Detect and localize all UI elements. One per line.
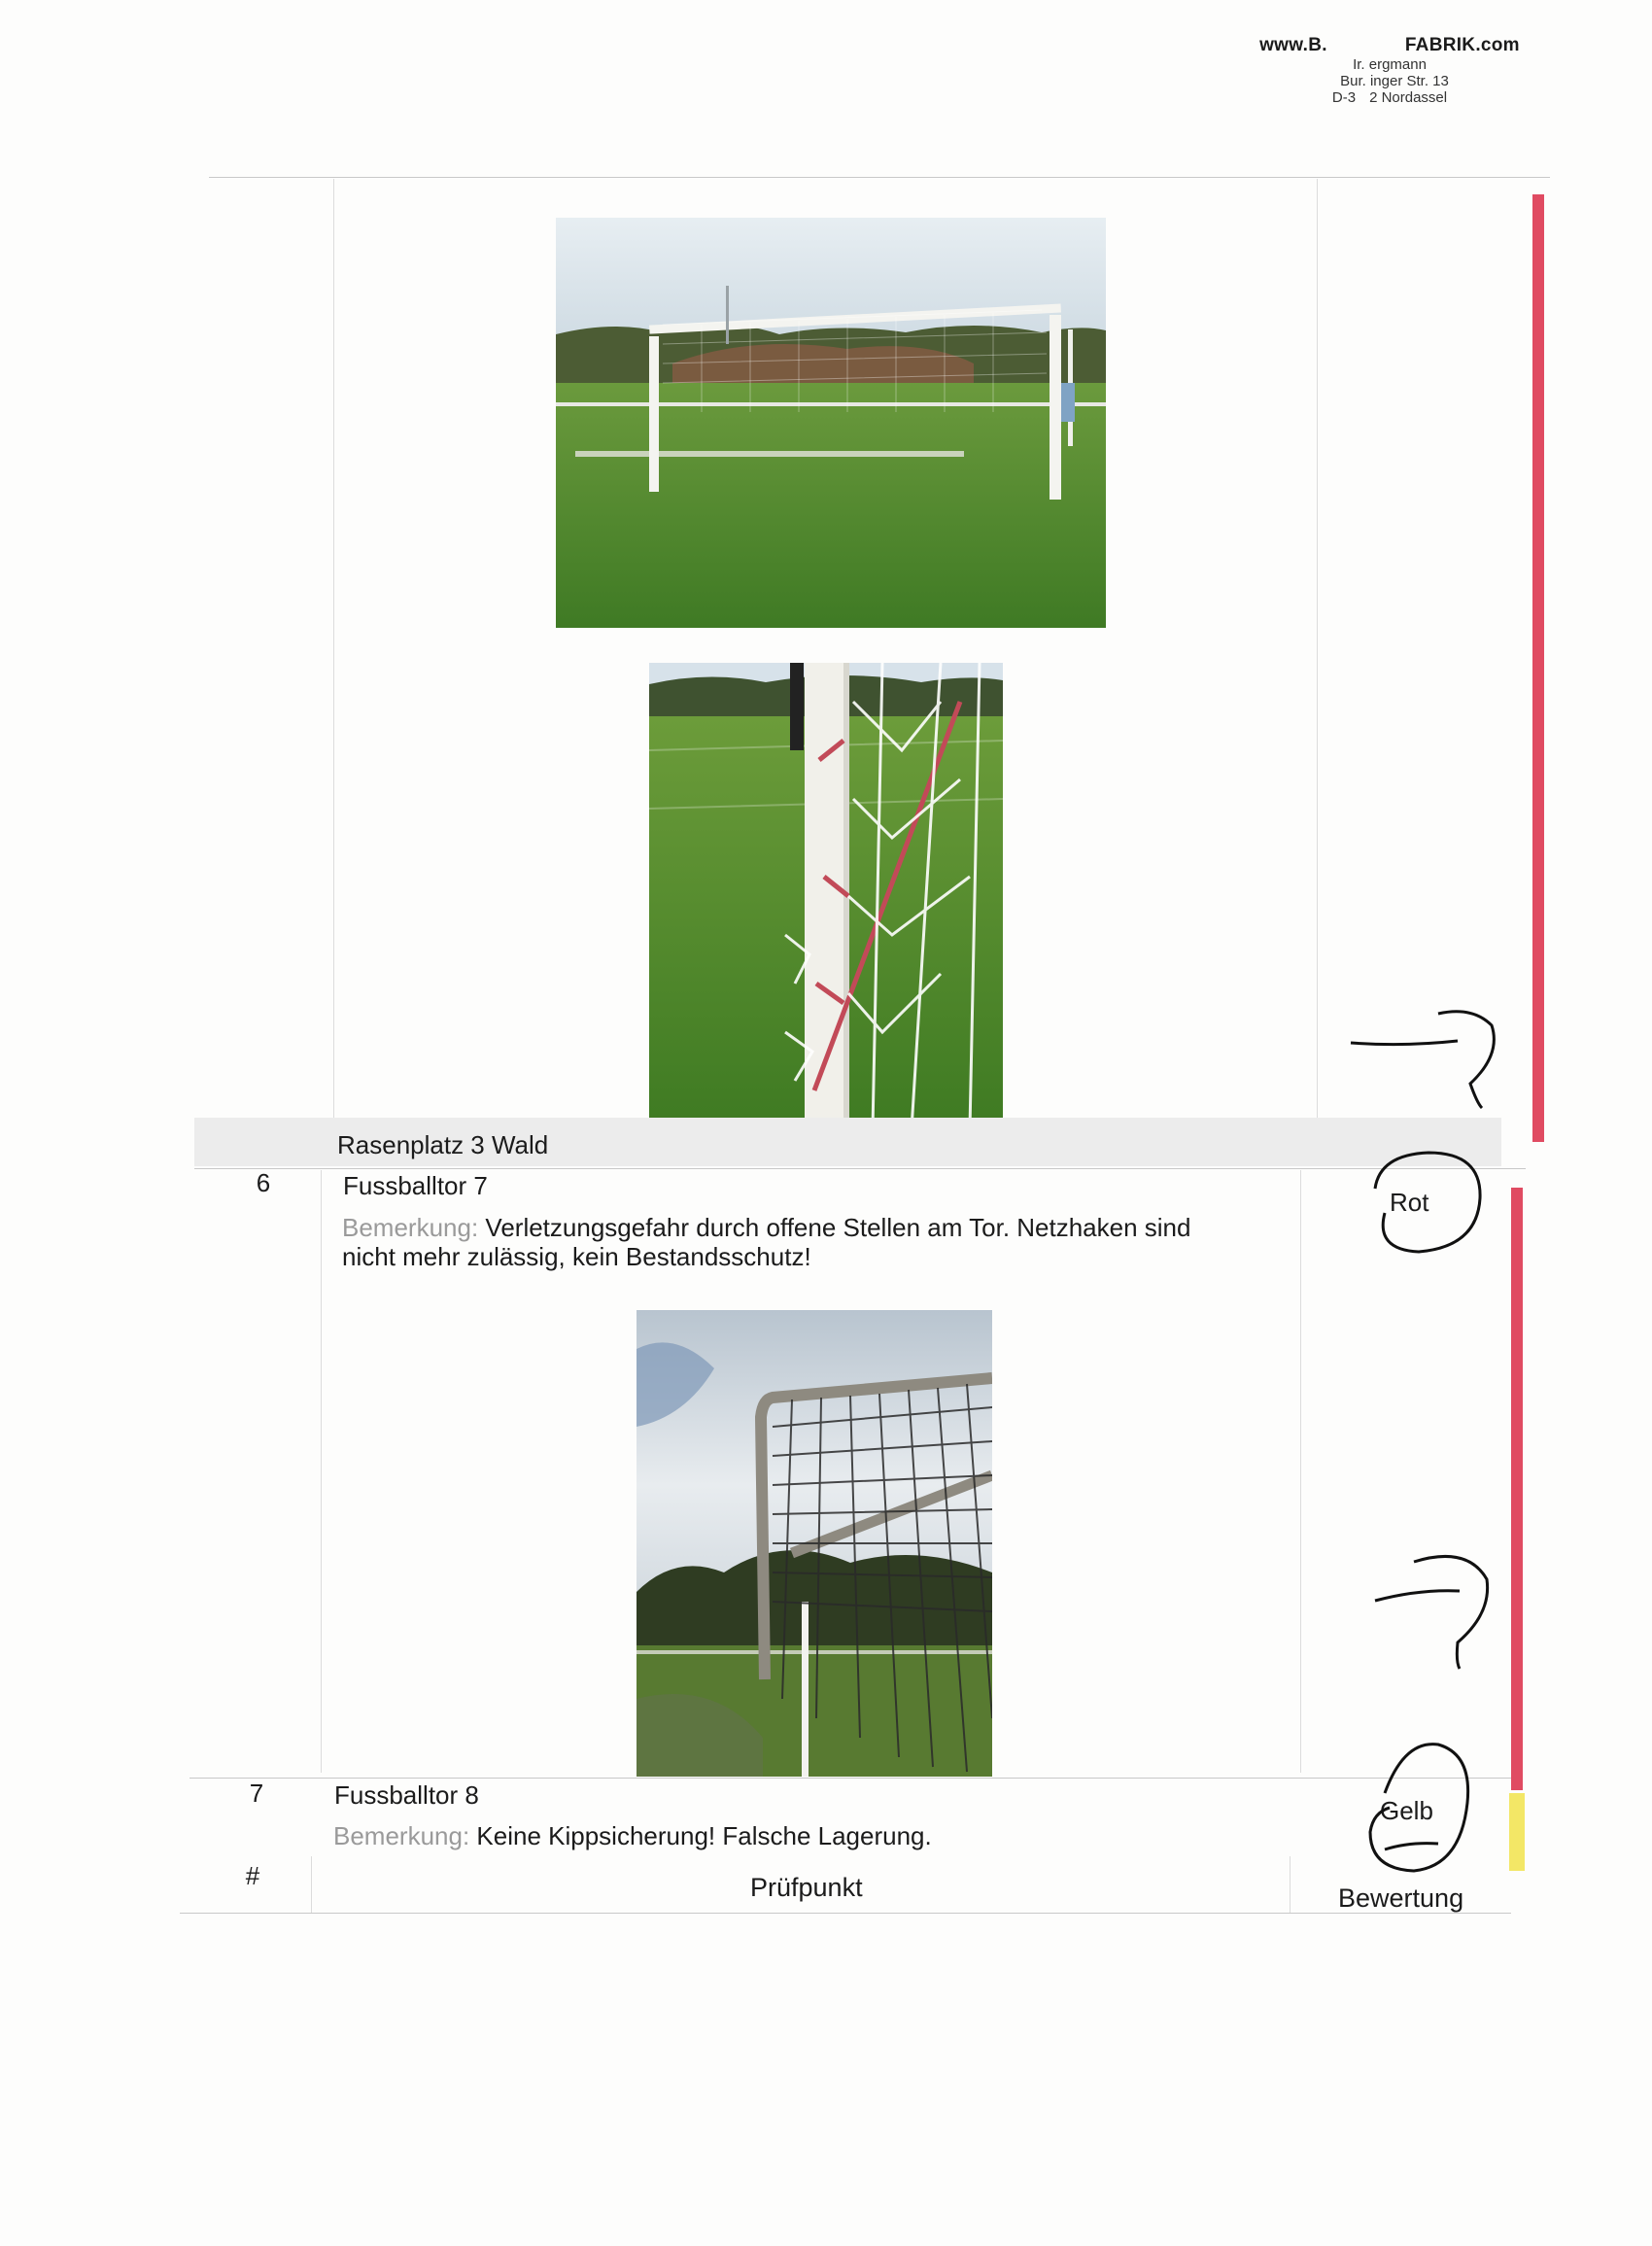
row-remark-7	[333, 1821, 1286, 1850]
column-divider-right-lower	[1300, 1170, 1301, 1773]
stamp-line-3: D-3 2 Nordassel	[1331, 89, 1448, 107]
remark-text-line-2: nicht mehr zulässig, kein Bestandsschutz!	[342, 1242, 811, 1271]
column-divider-left-lower	[321, 1170, 322, 1773]
row-title-6: Fussballtor 7	[343, 1171, 488, 1200]
column-divider-right	[1317, 179, 1318, 1118]
rating-bar-yellow	[1509, 1793, 1525, 1871]
header-divider-right	[1290, 1856, 1291, 1913]
handwritten-check-mark	[1346, 1006, 1511, 1113]
row-title-7: Fussballtor 8	[334, 1780, 479, 1810]
goal-corner-net-photo	[637, 1310, 992, 1777]
table-top-border	[209, 177, 1550, 178]
row-7-top-border	[189, 1778, 1511, 1779]
handwritten-check-mark	[1370, 1550, 1506, 1676]
section-title: Rasenplatz 3 Wald	[337, 1130, 549, 1159]
stamp-line-2: Bur. inger Str. 13	[1340, 73, 1449, 90]
stamp-line-1: Ir. ergmann	[1353, 55, 1427, 73]
remark-label: Bemerkung:	[342, 1213, 479, 1242]
rating-label-gelb: Gelb	[1380, 1796, 1433, 1825]
rating-bar-red-lower	[1511, 1188, 1523, 1790]
row-number-7: 7	[249, 1779, 264, 1808]
remark-label: Bemerkung:	[333, 1821, 470, 1850]
header-divider-left	[311, 1856, 312, 1913]
row-remark-6	[342, 1213, 1294, 1271]
handwritten-circle	[1365, 1145, 1492, 1261]
header-rating: Bewertung	[1338, 1883, 1464, 1913]
company-stamp	[1195, 35, 1584, 107]
remark-text: Verletzungsgefahr durch offene Stellen am Tor. Netzhaken sind	[485, 1213, 1191, 1242]
section-bottom-border	[194, 1168, 1526, 1169]
header-checkpoint: Prüfpunkt	[750, 1873, 863, 1902]
goal-photo	[556, 218, 1106, 628]
row-number-6: 6	[256, 1168, 271, 1197]
stamp-url: www.B. FABRIK.com	[1259, 35, 1520, 55]
header-number: #	[245, 1861, 260, 1890]
goal-post-net-photo	[649, 663, 1003, 1131]
handwritten-circle	[1346, 1735, 1482, 1890]
rating-label-rot: Rot	[1390, 1188, 1429, 1217]
table-bottom-border	[180, 1913, 1511, 1914]
rating-bar-red-upper	[1532, 194, 1544, 1142]
column-divider-left	[333, 179, 334, 1118]
remark-text: Keine Kippsicherung! Falsche Lagerung.	[476, 1821, 932, 1850]
